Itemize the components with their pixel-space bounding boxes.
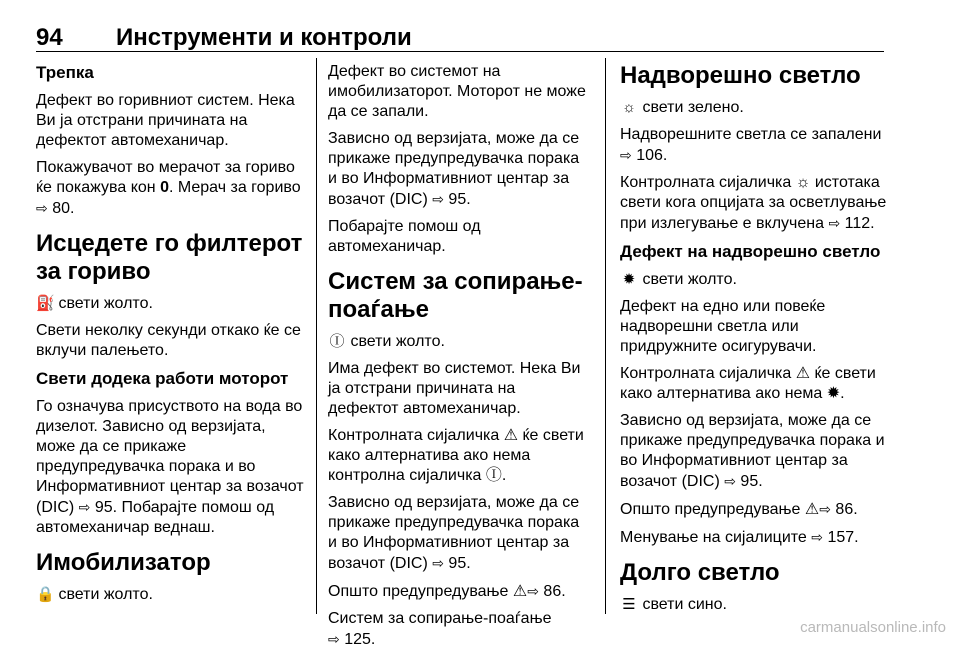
paragraph: Дефект во горивниот систем. Нека Ви ја отстрани причината на дефектот автомеханичар. (36, 92, 295, 149)
column-2 (328, 62, 590, 657)
paragraph: Менување на сијалиците ⇨ 157. (620, 529, 859, 546)
arrow-right-icon: ⇨ (811, 529, 823, 545)
heading-fuel-filter: Исцедете го филтерот за гориво (36, 230, 303, 285)
page-ref-link[interactable]: 95 (740, 473, 759, 490)
page-ref-link[interactable]: 86 (835, 501, 854, 518)
page-ref-link[interactable]: 106 (636, 147, 663, 164)
paragraph: Дефект на едно или повеќе надворешни светла или придружните осигурувачи. (620, 298, 826, 355)
page-ref-link[interactable]: 112 (844, 215, 871, 232)
page-ref-link[interactable]: 157 (827, 529, 855, 546)
brake-system-icon: Ⓘ (329, 333, 345, 350)
page-number: 94 (36, 24, 63, 51)
heading-brake-system: Систем за сопирање-поаѓање (328, 268, 583, 323)
heading-exterior-light: Надворешно светло (620, 62, 861, 89)
paragraph: Контролната сијаличка ⚠ ќе свети како алтернатива ако нема ✹. (620, 365, 876, 402)
exterior-light-icon: ☼ (795, 174, 811, 191)
heading-high-beam: Долго светло (620, 559, 780, 586)
paragraph: Го означува присуството на вода во дизелот. Зависно од верзијата, може да се прикаже предупредувачка порака и во Информативниот центар за возачот (DIC) ⇨ 95. Побарајте помош од автомеханичар веднаш. (36, 398, 304, 536)
page-ref-link[interactable]: 95 (448, 191, 467, 208)
page-ref-link[interactable]: 95 (448, 555, 467, 572)
watermark: carmanualsonline.info (800, 619, 946, 636)
arrow-right-icon: ⇨ (36, 200, 48, 216)
arrow-right-icon: ⇨ (78, 499, 91, 515)
status-line: ☰ свети сино. (620, 595, 890, 615)
page-ref-link[interactable]: 125 (344, 631, 371, 648)
column-divider (316, 58, 317, 614)
arrow-right-icon: ⇨ (724, 473, 736, 489)
status-line: Ⓘ свети жолто. (329, 333, 445, 350)
arrow-right-icon: ⇨ (527, 583, 539, 599)
warning-triangle-icon: ⚠ (795, 365, 811, 382)
column-divider (605, 58, 606, 614)
arrow-right-icon: ⇨ (432, 555, 444, 571)
arrow-right-icon: ⇨ (328, 631, 340, 647)
column-1 (36, 62, 306, 612)
paragraph: Има дефект во системот. Нека Ви ја отстрани причината на дефектот автомеханичар. (328, 360, 581, 417)
paragraph: Зависно од верзијата, може да се прикаже предупредувачка порака и во Информативниот центар за возачот (DIC) ⇨ 95. (328, 494, 580, 572)
paragraph: Контролната сијаличка ☼ истотака свети кога опцијата за осветлување при излегување е вклучена ⇨ 112. (620, 174, 887, 232)
brake-system-icon: Ⓘ (485, 467, 502, 484)
arrow-right-icon: ⇨ (828, 215, 841, 231)
paragraph: Зависно од верзијата, може да се прикаже предупредувачка порака и во Информативниот центар за возачот (DIC) ⇨ 95. (328, 130, 580, 208)
chapter-title: Инструменти и контроли (116, 24, 412, 51)
status-line: 🔒 свети жолто. (36, 586, 153, 603)
status-line: ✹ свети жолто. (620, 270, 890, 290)
paragraph: Општо предупредување ⚠⇨ 86. (328, 583, 566, 600)
heading-immobiliser: Имобилизатор (36, 549, 211, 576)
paragraph: Општо предупредување ⚠⇨ 86. (620, 501, 858, 518)
arrow-right-icon: ⇨ (432, 191, 444, 207)
paragraph: Контролната сијаличка ⚠ ќе свети како алтернатива ако нема контролна сијаличка Ⓘ. (328, 427, 584, 484)
page-header (0, 0, 960, 54)
column-3 (620, 62, 890, 622)
paragraph: Систем за сопирање-поаѓање ⇨ 125. (328, 610, 552, 648)
page-ref-link[interactable]: 86 (543, 583, 562, 600)
high-beam-icon: ☰ (622, 596, 636, 613)
paragraph: Побарајте помош од автомеханичар. (328, 218, 481, 255)
paragraph: Покажувачот во мерачот за гориво ќе покажува кон 0. Мерач за гориво ⇨ 80. (36, 159, 301, 217)
paragraph: Дефект во системот на имобилизаторот. Моторот не може да се запали. (328, 63, 586, 120)
paragraph: Зависно од верзијата, може да се прикаже предупредувачка порака и во Информативниот центар за возачот (DIC) ⇨ 95. (620, 412, 885, 490)
heading-brake: Трепка (36, 63, 94, 82)
bulb-failure-icon: ✹ (826, 385, 841, 402)
immobiliser-icon: 🔒 (36, 586, 55, 603)
status-line: ☼ свети зелено. (620, 98, 890, 118)
exterior-light-icon: ☼ (622, 99, 636, 116)
status-line: ⛽ свети жолто. (36, 295, 153, 312)
fuel-filter-icon: ⛽ (36, 295, 55, 312)
bulb-failure-icon: ✹ (622, 271, 636, 288)
header-rule (36, 51, 884, 52)
warning-triangle-icon: ⚠ (503, 427, 519, 444)
paragraph: Свети неколку секунди откако ќе се вклучи палењето. (36, 322, 301, 359)
arrow-right-icon: ⇨ (620, 147, 632, 163)
warning-triangle-icon: ⚠ (512, 583, 528, 600)
page-ref-link[interactable]: 80 (52, 200, 70, 217)
page-ref-link[interactable]: 95 (94, 499, 113, 516)
heading-light-failure: Дефект на надворешно светло (620, 242, 881, 261)
heading-engine-running: Свети додека работи моторот (36, 369, 289, 388)
arrow-right-icon: ⇨ (819, 501, 831, 517)
paragraph: Надворешните светла се запалени ⇨ 106. (620, 126, 882, 164)
warning-triangle-icon: ⚠ (804, 501, 820, 518)
